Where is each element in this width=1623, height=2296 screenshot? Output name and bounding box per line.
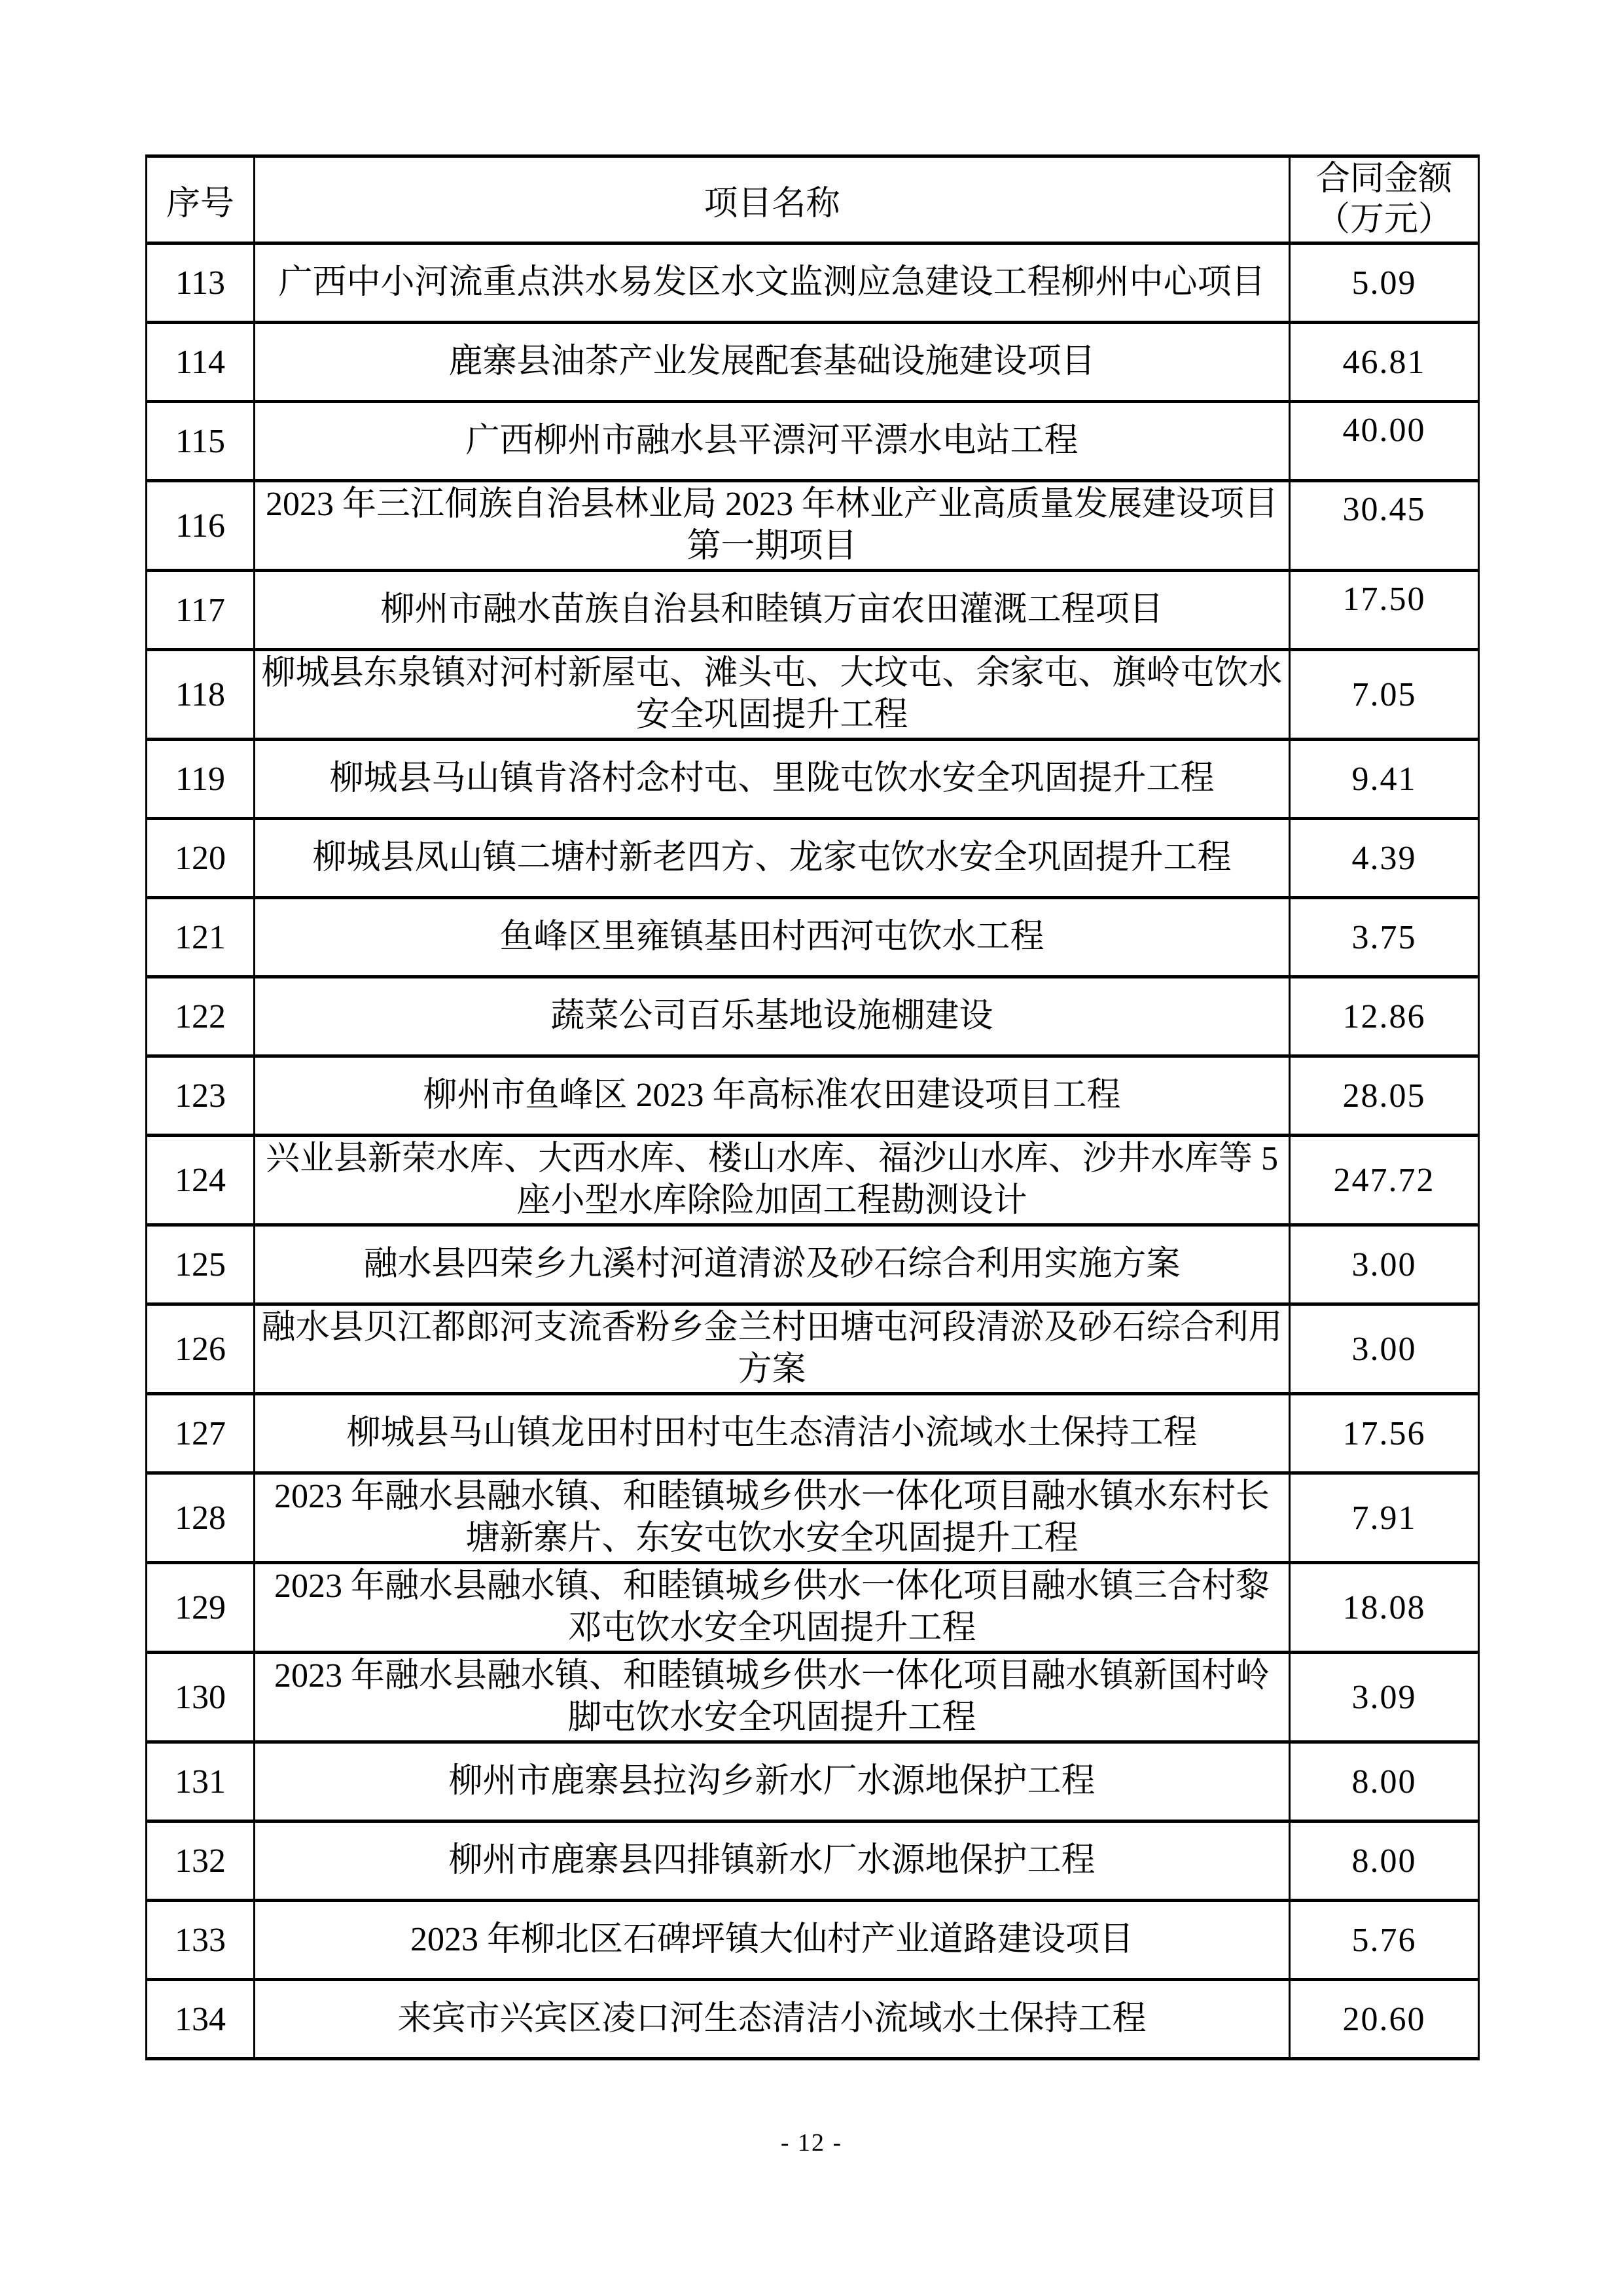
project-name-cell [255, 323, 1290, 402]
header-contract-amount-line2: （万元） [1315, 201, 1452, 238]
row-index: 127 [175, 1414, 226, 1452]
project-name: 鱼峰区里雍镇基田村西河屯饮水工程 [499, 918, 1044, 956]
contract-amount: 3.75 [1351, 918, 1417, 956]
table-row [147, 402, 1479, 481]
contract-amount: 30.45 [1342, 491, 1426, 528]
contract-amount: 46.81 [1342, 343, 1426, 381]
header-index: 序号 [147, 156, 255, 243]
contract-amount: 3.00 [1351, 1246, 1417, 1283]
contract-amount-cell [1290, 1742, 1479, 1821]
row-index: 114 [175, 343, 226, 381]
row-index-cell [147, 1653, 255, 1742]
row-index: 123 [175, 1077, 226, 1115]
project-name-cell [255, 740, 1290, 819]
project-name: 鹿寨县油茶产业发展配套基础设施建设项目 [448, 343, 1096, 380]
contract-amount: 9.41 [1351, 760, 1417, 798]
project-name-cell [255, 1563, 1290, 1653]
table-row [147, 819, 1479, 898]
contract-amount: 5.09 [1351, 264, 1417, 302]
row-index-cell [147, 1563, 255, 1653]
row-index: 124 [175, 1161, 226, 1199]
table-row [147, 1056, 1479, 1136]
project-name-cell [255, 1394, 1290, 1473]
row-index-cell [147, 819, 255, 898]
project-name-cell [255, 571, 1290, 650]
table-row [147, 650, 1479, 740]
project-name: 2023 年融水县融水镇、和睦镇城乡供水一体化项目融水镇水东村长塘新寨片、东安屯饮水安全巩固提升工程 [274, 1478, 1270, 1557]
contract-amount: 4.39 [1351, 839, 1417, 877]
project-name: 来宾市兴宾区凌口河生态清洁小流域水土保持工程 [397, 2000, 1147, 2037]
row-index-cell [147, 898, 255, 977]
row-index: 121 [175, 918, 226, 956]
project-name: 2023 年柳北区石碑坪镇大仙村产业道路建设项目 [410, 1921, 1133, 1958]
row-index: 120 [175, 839, 226, 877]
project-name: 蔬菜公司百乐基地设施棚建设 [550, 997, 993, 1035]
contract-amount-cell [1290, 1653, 1479, 1742]
contract-amount-cell [1290, 1394, 1479, 1473]
project-name: 2023 年融水县融水镇、和睦镇城乡供水一体化项目融水镇三合村黎邓屯饮水安全巩固提升工程 [274, 1568, 1270, 1647]
header-contract-amount-line1: 合同金额 [1315, 160, 1452, 198]
contract-amount-cell [1290, 1563, 1479, 1653]
project-name-cell [255, 1304, 1290, 1394]
row-index: 116 [175, 507, 226, 545]
project-name: 柳州市鱼峰区 2023 年高标准农田建设项目工程 [423, 1077, 1121, 1114]
project-name-cell [255, 650, 1290, 740]
project-name: 柳城县马山镇肯洛村念村屯、里陇屯饮水安全巩固提升工程 [329, 760, 1215, 797]
row-index-cell [147, 1136, 255, 1225]
row-index: 113 [175, 264, 226, 302]
contract-amount-cell [1290, 898, 1479, 977]
table-row [147, 571, 1479, 650]
row-index-cell [147, 977, 255, 1056]
table-row [147, 1136, 1479, 1225]
row-index: 119 [175, 760, 226, 798]
contract-amount-cell [1290, 571, 1479, 650]
project-name: 融水县贝江都郎河支流香粉乡金兰村田塘屯河段清淤及砂石综合利用方案 [261, 1309, 1283, 1388]
row-index: 117 [175, 591, 226, 629]
row-index-cell [147, 402, 255, 481]
contract-amount-cell [1290, 1056, 1479, 1136]
contract-amount-cell [1290, 1980, 1479, 2059]
row-index: 130 [175, 1678, 226, 1716]
row-index: 122 [175, 997, 226, 1035]
project-name-cell [255, 1742, 1290, 1821]
contract-amount: 247.72 [1333, 1161, 1435, 1199]
contract-amount: 8.00 [1351, 1842, 1417, 1880]
table-row [147, 481, 1479, 571]
table-row [147, 1225, 1479, 1304]
project-name-cell [255, 1136, 1290, 1225]
table-row [147, 1901, 1479, 1980]
project-name-cell [255, 481, 1290, 571]
project-name-cell [255, 898, 1290, 977]
contract-amount-cell [1290, 1225, 1479, 1304]
project-name-cell [255, 243, 1290, 323]
row-index-cell [147, 650, 255, 740]
contract-amount: 3.09 [1351, 1678, 1417, 1716]
header-contract-amount [1290, 156, 1479, 243]
contract-amount-cell [1290, 1821, 1479, 1901]
project-name: 柳州市融水苗族自治县和睦镇万亩农田灌溉工程项目 [380, 591, 1164, 628]
row-index-cell [147, 740, 255, 819]
contract-amount: 18.08 [1342, 1588, 1426, 1626]
project-name-cell [255, 402, 1290, 481]
row-index-cell [147, 1742, 255, 1821]
project-name-cell [255, 1901, 1290, 1980]
contract-amount-cell [1290, 1304, 1479, 1394]
project-name: 兴业县新荣水库、大西水库、楼山水库、福沙山水库、沙井水库等 5 座小型水库除险加固工程勘测设计 [265, 1140, 1278, 1219]
project-name: 柳州市鹿寨县拉沟乡新水厂水源地保护工程 [448, 1763, 1096, 1800]
row-index-cell [147, 1473, 255, 1563]
project-name-cell [255, 1821, 1290, 1901]
row-index: 126 [175, 1330, 226, 1368]
table-row [147, 1304, 1479, 1394]
header-row [147, 156, 1479, 243]
row-index-cell [147, 323, 255, 402]
row-index: 132 [175, 1842, 226, 1880]
table-row [147, 323, 1479, 402]
contract-amount-cell [1290, 1473, 1479, 1563]
project-name: 柳城县东泉镇对河村新屋屯、滩头屯、大坟屯、余家屯、旗岭屯饮水安全巩固提升工程 [261, 655, 1283, 734]
project-name: 柳州市鹿寨县四排镇新水厂水源地保护工程 [448, 1842, 1096, 1879]
row-index-cell [147, 1980, 255, 2059]
project-name-cell [255, 977, 1290, 1056]
project-name-cell [255, 1473, 1290, 1563]
row-index-cell [147, 1394, 255, 1473]
contract-amount-cell [1290, 323, 1479, 402]
project-name: 广西中小河流重点洪水易发区水文监测应急建设工程柳州中心项目 [278, 264, 1266, 301]
row-index: 133 [175, 1921, 226, 1959]
contract-amount: 17.50 [1342, 581, 1426, 618]
table-row [147, 1742, 1479, 1821]
contract-amount-cell [1290, 243, 1479, 323]
contract-amount-cell [1290, 1136, 1479, 1225]
table-row [147, 1821, 1479, 1901]
contract-amount: 28.05 [1342, 1077, 1426, 1115]
row-index-cell [147, 1225, 255, 1304]
row-index-cell [147, 1901, 255, 1980]
project-name: 柳城县马山镇龙田村田村屯生态清洁小流域水土保持工程 [346, 1414, 1198, 1452]
table-header [147, 156, 1479, 243]
project-name: 柳城县凤山镇二塘村新老四方、龙家屯饮水安全巩固提升工程 [312, 839, 1232, 876]
project-name: 2023 年三江侗族自治县林业局 2023 年林业产业高质量发展建设项目第一期项目 [265, 486, 1278, 565]
project-name: 融水县四荣乡九溪村河道清淤及砂石综合利用实施方案 [363, 1246, 1181, 1283]
table-row [147, 1473, 1479, 1563]
project-name-cell [255, 1225, 1290, 1304]
row-index: 118 [175, 675, 226, 713]
row-index-cell [147, 243, 255, 323]
contract-amount-cell [1290, 1901, 1479, 1980]
contract-amount-cell [1290, 740, 1479, 819]
table-row [147, 1563, 1479, 1653]
contract-amount: 8.00 [1351, 1763, 1417, 1801]
contract-amount: 7.91 [1351, 1499, 1417, 1537]
contract-amount: 17.56 [1342, 1414, 1426, 1452]
projects-table [145, 154, 1480, 2060]
table-row [147, 1980, 1479, 2059]
contract-amount-cell [1290, 819, 1479, 898]
row-index-cell [147, 481, 255, 571]
row-index: 129 [175, 1588, 226, 1626]
contract-amount: 40.00 [1342, 412, 1426, 449]
contract-amount-cell [1290, 481, 1479, 571]
contract-amount-cell [1290, 977, 1479, 1056]
table-row [147, 977, 1479, 1056]
project-name-cell [255, 1653, 1290, 1742]
row-index-cell [147, 1821, 255, 1901]
row-index: 134 [175, 2000, 226, 2038]
contract-amount: 20.60 [1342, 2000, 1426, 2038]
contract-amount: 7.05 [1351, 675, 1417, 713]
project-name-cell [255, 1056, 1290, 1136]
row-index-cell [147, 571, 255, 650]
row-index-cell [147, 1304, 255, 1394]
table-body [147, 243, 1479, 2059]
project-name: 2023 年融水县融水镇、和睦镇城乡供水一体化项目融水镇新国村岭脚屯饮水安全巩固提升工程 [274, 1657, 1270, 1736]
row-index: 131 [175, 1763, 226, 1801]
table-row [147, 1653, 1479, 1742]
contract-amount-cell [1290, 650, 1479, 740]
contract-amount-cell [1290, 402, 1479, 481]
page-number: - 12 - [780, 2129, 843, 2157]
project-name: 广西柳州市融水县平漂河平漂水电站工程 [465, 422, 1079, 459]
row-index: 128 [175, 1499, 226, 1537]
row-index-cell [147, 1056, 255, 1136]
table-row [147, 243, 1479, 323]
project-name-cell [255, 1980, 1290, 2059]
project-name-cell [255, 819, 1290, 898]
contract-amount: 5.76 [1351, 1921, 1417, 1959]
contract-amount: 12.86 [1342, 997, 1426, 1035]
contract-amount: 3.00 [1351, 1330, 1417, 1368]
table-row [147, 740, 1479, 819]
header-project-name: 项目名称 [255, 156, 1290, 243]
table-row [147, 898, 1479, 977]
row-index: 115 [175, 422, 226, 460]
row-index: 125 [175, 1246, 226, 1283]
table-row [147, 1394, 1479, 1473]
